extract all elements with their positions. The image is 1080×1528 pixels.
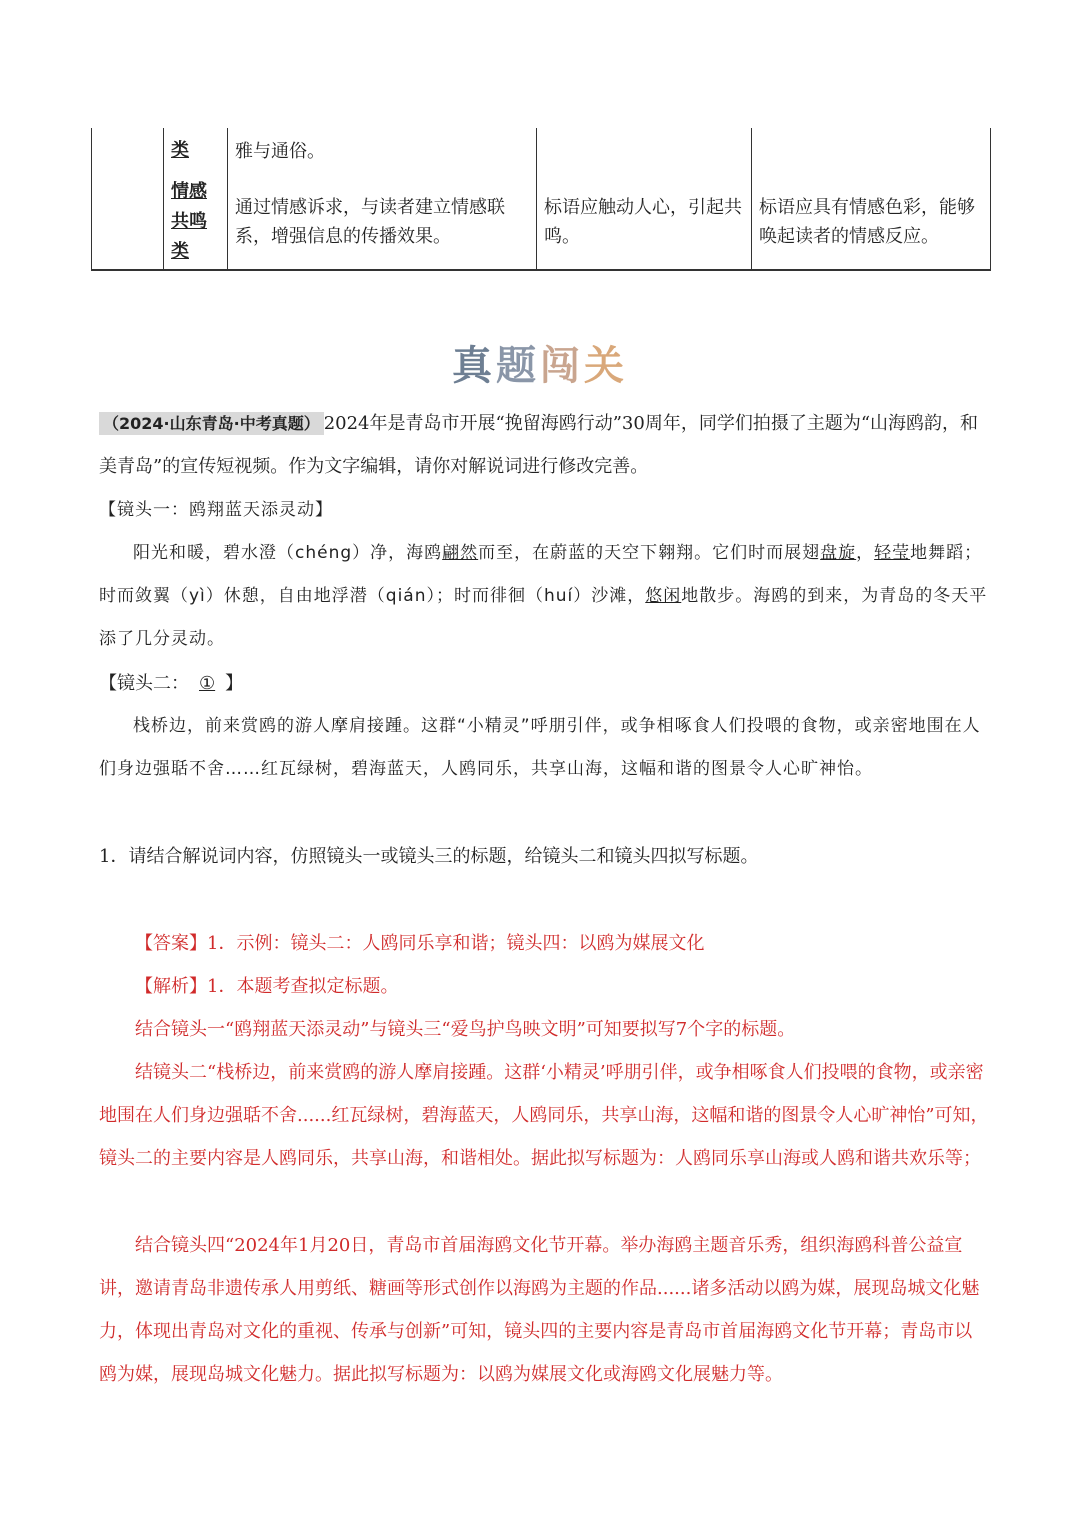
table-row [92, 128, 991, 174]
answer [99, 922, 989, 965]
table-cell-requirement: 标语应触动人心，引起共鸣。 [537, 174, 752, 270]
table-row [92, 174, 991, 270]
analysis-p3: 结合镜头四“2024年1月20日，青岛市首届海鸥文化节开幕。举办海鸥主题音乐秀，组织海鸥科普公益宣讲，邀请青岛非遗传承人用剪纸、糖画等形式创作以海鸥为主题的作品......诸多活动以鸥为媒，展现岛城文化魅力，体现出青岛对文化的重视、传承与创新”可知，镜头四的主要内容是青岛市首届海鸥文化节开幕；青岛市以鸥为媒，展现岛城文化魅力。据此拟写标题为：以鸥为媒展文化或海鸥文化展魅力等。 [99, 1235, 980, 1385]
title-blank: ① [199, 673, 216, 694]
underlined-word: 盘旋 [820, 543, 857, 563]
table-cell-requirement [537, 128, 752, 174]
shot1-heading: 【镜头一：鸥翔蓝天添灵动】 [99, 500, 333, 520]
shot1-paragraph: 阳光和暖，碧水澄（chéng）净，海鸥翩然而至，在蔚蓝的天空下翱翔。它们时而展翅盘旋，轻莹地舞蹈；时而敛翼（yì）休憩，自由地浮潜（qián）；时而徘徊（huí）沙滩，悠闲地散步。海鸥的到来，为青岛的冬天平添了几分灵动。 [99, 543, 988, 649]
shot2-paragraph: 栈桥边，前来赏鸥的游人摩肩接踵。这群“小精灵”呼朋引伴，或争相啄食人们投喂的食物，或亲密地围在人们身边强聒不舍……红瓦绿树，碧海蓝天，人鸥同乐，共享山海，这幅和谐的图景令人心旷神怡。 [99, 716, 981, 779]
underlined-word: 轻莹 [874, 543, 911, 563]
criteria-table [91, 128, 991, 271]
underlined-word: 翩然 [442, 543, 479, 563]
underlined-word: 悠闲 [645, 586, 682, 606]
table-cell-note [752, 128, 991, 174]
table-cell-definition: 通过情感诉求，与读者建立情感联系，增强信息的传播效果。 [228, 174, 537, 270]
question: 1．请结合解说词内容，仿照镜头一或镜头三的标题，给镜头二和镜头四拟写标题。 [99, 846, 759, 867]
analysis-p2: 结镜头二“栈桥边，前来赏鸥的游人摩肩接踵。这群‘小精灵’呼朋引伴，或争相啄食人们投喂的食物，或亲密地围在人们身边强聒不舍......红瓦绿树，碧海蓝天，人鸥同乐，共享山海，这幅和谐的图景令人心旷神怡”可知，镜头二的主要内容是人鸥同乐，共享山海，和谐相处。据此拟写标题为：人鸥同乐享山海或人鸥和谐共欢乐等； [99, 1062, 989, 1169]
shot2-heading: 【镜头二： ① 】 [99, 673, 244, 694]
source-tag: （2024·山东青岛·中考真题） [99, 412, 324, 435]
section-title: 真题闯关 [452, 343, 628, 389]
table-cell-category: 情感共鸣类 [164, 174, 228, 270]
table-cell-category: 类 [164, 128, 228, 174]
analysis-intro: 【解析】1．本题考查拟定标题。 [135, 976, 399, 997]
answer-text: 1．示例：镜头二：人鸥同乐享和谐；镜头四：以鸥为媒展文化 [207, 933, 705, 954]
intro-text: 2024年是青岛市开展“挽留海鸥行动”30周年，同学们拍摄了主题为“山海鸥韵，和美青岛”的宣传短视频。作为文字编辑，请你对解说词进行修改完善。 [99, 413, 979, 477]
answer-label: 【答案】 [135, 933, 207, 954]
table-cell-note: 标语应具有情感色彩，能够唤起读者的情感反应。 [752, 174, 991, 270]
table-cell-definition: 雅与通俗。 [228, 128, 537, 174]
analysis-label: 【解析】 [135, 976, 207, 997]
intro-paragraph [99, 402, 989, 488]
table-cell-empty [92, 174, 164, 270]
analysis-p1: 结合镜头一“鸥翔蓝天添灵动”与镜头三“爱鸟护鸟映文明”可知要拟写7个字的标题。 [135, 1019, 796, 1040]
table-cell-empty [92, 128, 164, 174]
